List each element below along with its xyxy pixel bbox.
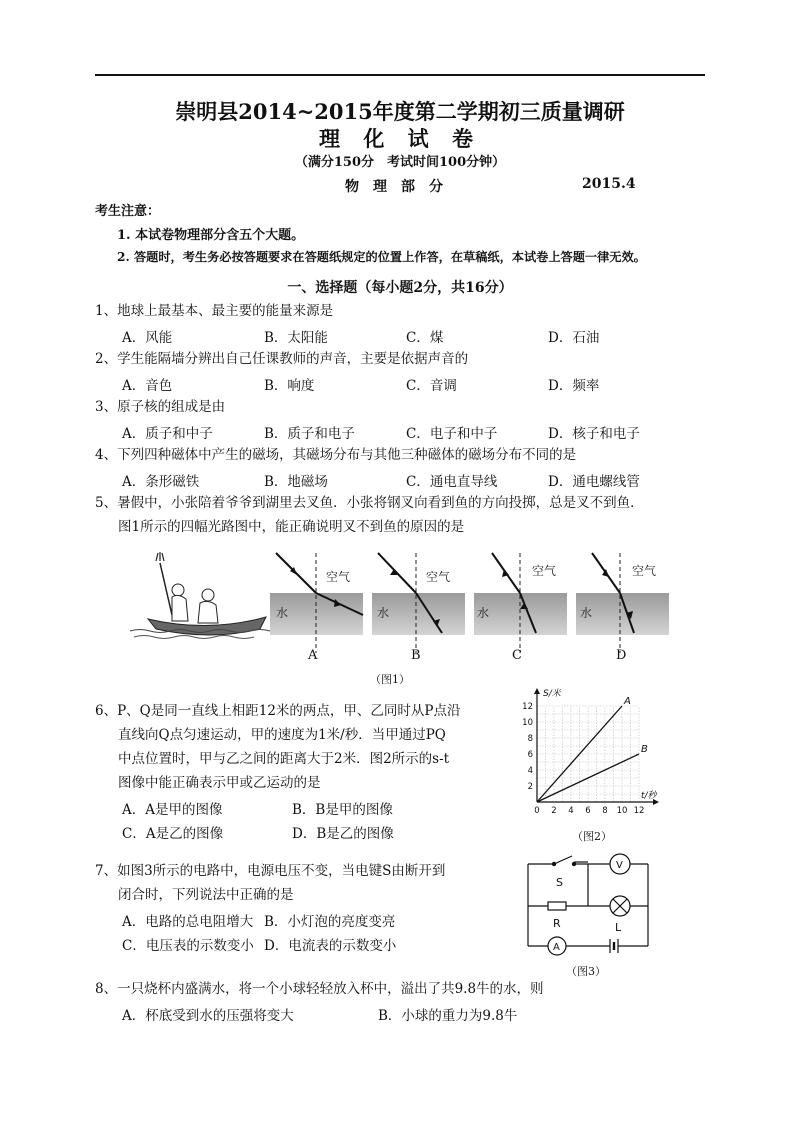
air-label: 空气: [632, 564, 657, 578]
option: A．质子和中子: [122, 426, 213, 442]
fishing-boat-illustration: [130, 552, 270, 639]
water-label: 水: [377, 606, 390, 620]
switch-blade: [554, 856, 572, 864]
air-label: 空气: [326, 570, 351, 584]
series-label-b: B: [641, 744, 648, 755]
circuit-diagram: [518, 850, 658, 960]
y-tick-label: 10: [522, 718, 533, 728]
x-axis-label: t/秒: [641, 791, 657, 801]
question-line: 6、P、Q是同一直线上相距12米的两点，甲、乙同时从P点沿: [95, 703, 461, 719]
option: A．杯底受到水的压强将变大: [122, 1008, 294, 1024]
water-label: 水: [580, 606, 593, 620]
question-stem: 3、原子核的组成是由: [95, 399, 226, 415]
question-stem: 1、地球上最基本、最主要的能量来源是: [95, 303, 334, 319]
x-tick-label: 6: [585, 806, 591, 816]
question-line: 图像中能正确表示甲或乙运动的是: [118, 775, 321, 791]
voltmeter-label: V: [616, 860, 623, 871]
option-label-c: C: [512, 648, 522, 663]
option: D．电流表的示数变小: [264, 938, 397, 954]
question-line: 直线向Q点匀速运动，甲的速度为1米/秒．当甲通过PQ: [118, 727, 446, 743]
switch-label: S: [556, 876, 563, 889]
air-label: 空气: [426, 570, 451, 584]
y-tick-label: 2: [527, 782, 533, 792]
option: A．电路的总电阻增大: [122, 914, 254, 930]
option: B．质子和电子: [264, 426, 355, 442]
exam-subtitle: 理 化 试 卷: [319, 126, 481, 151]
x-tick-label: 10: [616, 806, 628, 816]
figure-caption: （图3）: [566, 965, 606, 978]
figure-caption: （图1）: [370, 673, 410, 686]
top-rule: [95, 74, 705, 76]
question-stem: 图1所示的四幅光路图中，能正确说明叉不到鱼的原因的是: [118, 519, 465, 535]
option: C．电压表的示数变小: [122, 938, 254, 954]
series-label-a: A: [624, 696, 631, 707]
option: D．频率: [548, 378, 600, 394]
option: A．条形磁铁: [122, 474, 200, 490]
option: C．电子和中子: [406, 426, 498, 442]
figure-caption: （图2）: [572, 830, 612, 843]
option: B．地磁场: [264, 474, 328, 490]
x-tick-label: 2: [551, 806, 557, 816]
option: C．通电直导线: [406, 474, 498, 490]
lamp-label: L: [615, 921, 622, 934]
question-stem: 5、暑假中，小张陪着爷爷到湖里去叉鱼．小张将钢叉向看到鱼的方向投掷，总是叉不到鱼．: [95, 495, 644, 511]
y-axis-label: S/米: [543, 689, 561, 699]
option: B．小灯泡的亮度变亮: [264, 914, 396, 930]
option: D．B是乙的图像: [292, 826, 394, 842]
exam-title: 崇明县2014~2015年度第二学期初三质量调研: [175, 99, 625, 124]
y-tick-label: 6: [527, 750, 533, 760]
water-label: 水: [477, 606, 490, 620]
option-label-a: A: [308, 648, 318, 663]
resistor-icon: [548, 902, 566, 910]
ray-diagram-a: [270, 553, 363, 653]
option: B．小球的重力为9.8牛: [378, 1008, 518, 1024]
option: A．A是甲的图像: [122, 802, 223, 818]
x-tick-label: 4: [568, 806, 574, 816]
question-line: 闭合时，下列说法中正确的是: [118, 887, 294, 903]
x-tick-label: 8: [602, 806, 608, 816]
option: B．太阳能: [264, 330, 328, 346]
option: D．核子和电子: [548, 426, 640, 442]
exam-info: （满分150分 考试时间100分钟）: [294, 155, 506, 170]
question-stem: 2、学生能隔墙分辨出自己任课教师的声音，主要是依据声音的: [95, 351, 469, 367]
question-line: 中点位置时，甲与乙之间的距离大于2米．图2所示的s-t: [118, 751, 450, 767]
water-label: 水: [276, 606, 289, 620]
ray-diagram-c: [474, 553, 567, 653]
option: C．煤: [406, 330, 444, 346]
notice-heading: 考生注意：: [95, 204, 161, 219]
figure-1: [120, 545, 680, 665]
option: C．音调: [406, 378, 457, 394]
y-tick-label: 8: [527, 734, 533, 744]
part-label: 物 理 部 分: [345, 179, 443, 195]
option: B．响度: [264, 378, 315, 394]
notice-item: 1. 本试卷物理部分含五个大题。: [117, 228, 305, 243]
question-stem: 4、下列四种磁体中产生的磁场，其磁场分布与其他三种磁体的磁场分布不同的是: [95, 447, 577, 463]
option-label-d: D: [616, 648, 627, 663]
y-tick-label: 4: [527, 766, 533, 776]
y-axis-arrow: [534, 688, 540, 694]
option-label-b: B: [411, 648, 421, 663]
option: A．音色: [122, 378, 173, 394]
ray-diagram-b: [372, 553, 465, 653]
notice-item: 2. 答题时，考生务必按答题要求在答题纸规定的位置上作答，在草稿纸，本试卷上答题一律无效。: [117, 250, 646, 264]
x-tick-label: 0: [534, 806, 540, 816]
ray-diagram-d: [576, 553, 669, 653]
option: A．风能: [122, 330, 173, 346]
question-stem: 8、一只烧杯内盛满水，将一个小球轻轻放入杯中，溢出了共9.8牛的水，则: [95, 981, 544, 997]
question-line: 7、如图3所示的电路中，电源电压不变，当电键S由断开到: [95, 863, 446, 879]
st-graph: [515, 680, 695, 830]
option: D．石油: [548, 330, 600, 346]
resistor-label: R: [553, 917, 561, 930]
option: B．B是甲的图像: [292, 802, 393, 818]
air-label: 空气: [532, 564, 557, 578]
exam-date: 2015.4: [582, 176, 636, 192]
ammeter-label: A: [553, 942, 560, 953]
option: D．通电螺线管: [548, 474, 640, 490]
y-tick-label: 12: [522, 702, 533, 712]
option: C．A是乙的图像: [122, 826, 224, 842]
section-title: 一、选择题（每小题2分，共16分）: [287, 280, 513, 296]
x-tick-label: 12: [633, 806, 645, 816]
